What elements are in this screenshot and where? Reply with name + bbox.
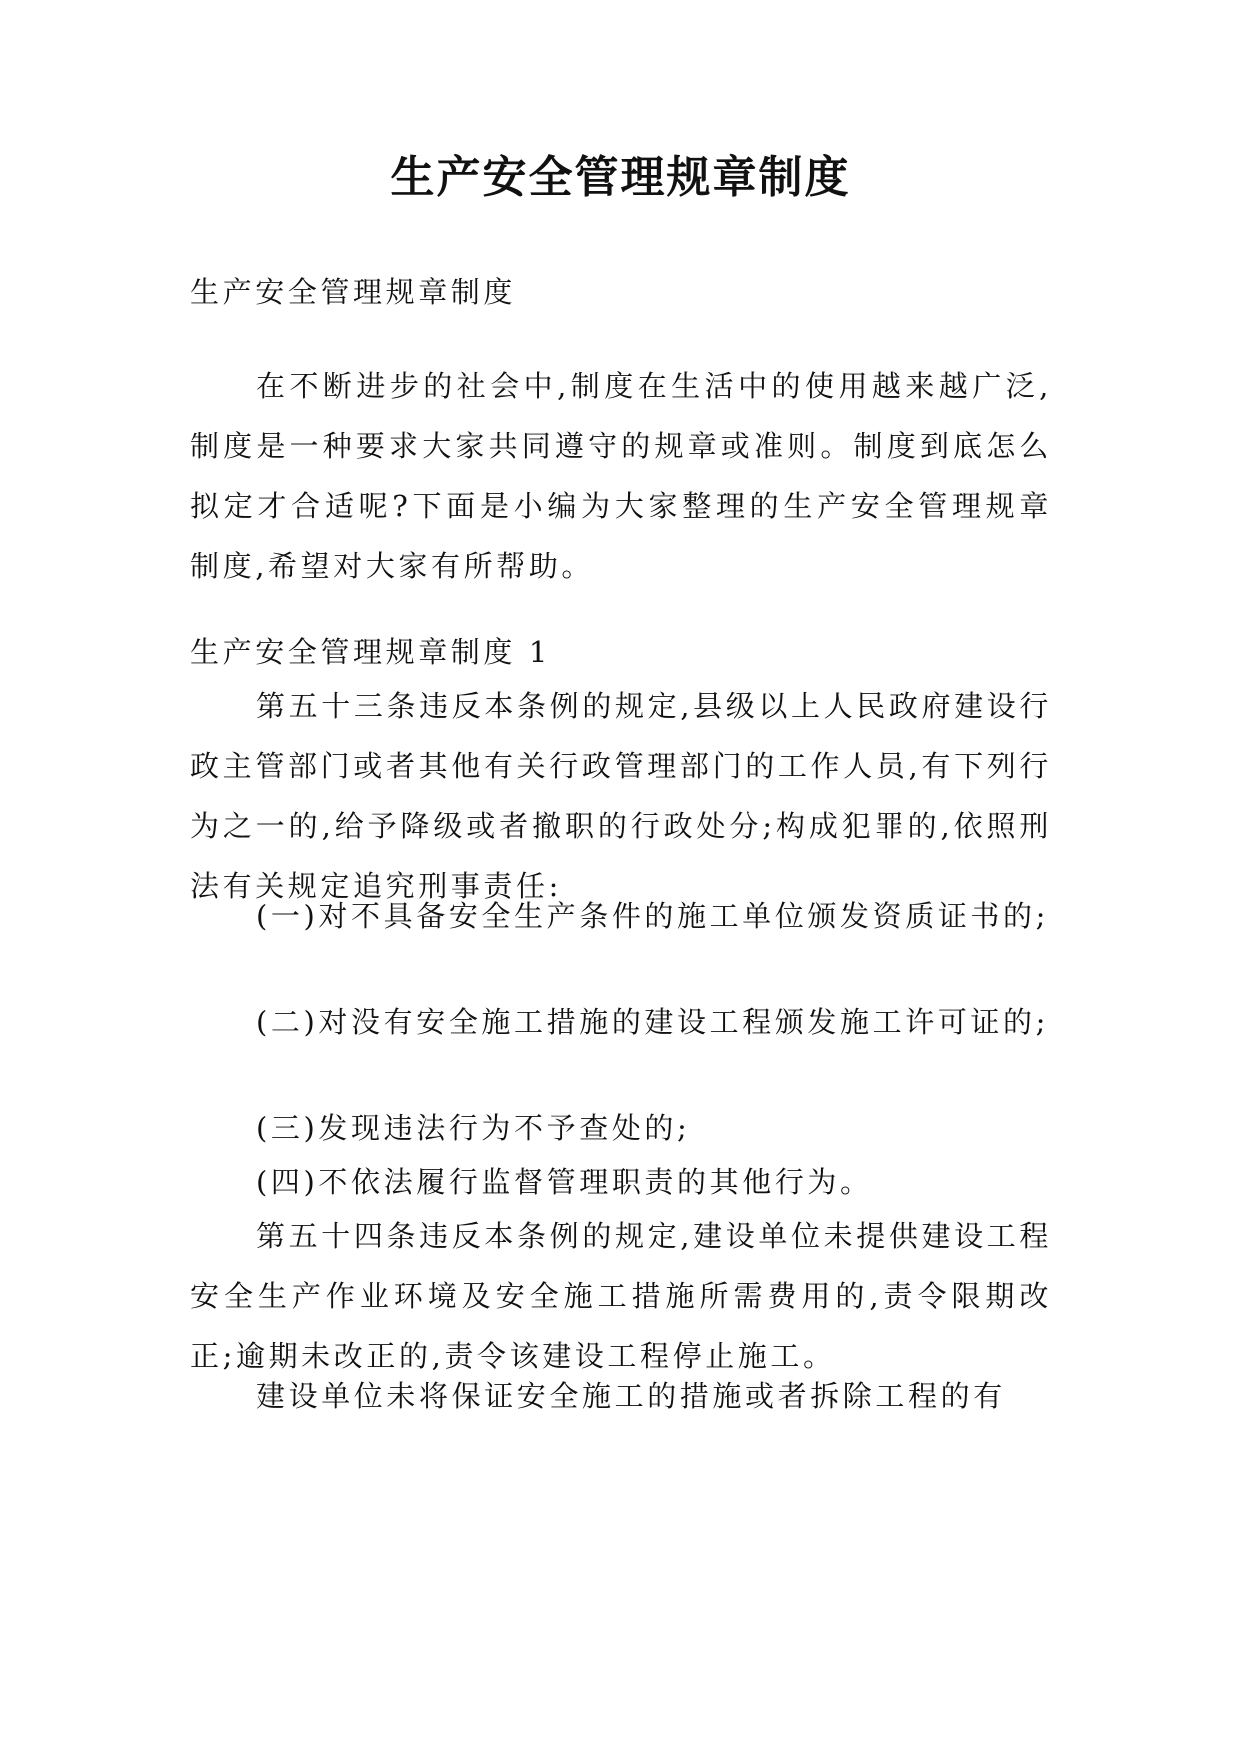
- article-53-paragraph: 第五十三条违反本条例的规定,县级以上人民政府建设行政主管部门或者其他有关行政管理部门的工作人员,有下列行为之一的,给予降级或者撤职的行政处分;构成犯罪的,依照刑法有关规定追究刑事责任:: [190, 689, 1052, 903]
- intro-paragraph: 在不断进步的社会中,制度在生活中的使用越来越广泛,制度是一种要求大家共同遵守的规章或准则。制度到底怎么拟定才合适呢?下面是小编为大家整理的生产安全管理规章制度,希望对大家有所帮助。: [190, 369, 1052, 583]
- section-heading: 生产安全管理规章制度 1: [190, 635, 551, 669]
- document-subtitle: 生产安全管理规章制度: [190, 275, 517, 309]
- item-1-paragraph: (一)对不具备安全生产条件的施工单位颁发资质证书的;: [256, 899, 1049, 933]
- item-2-paragraph: (二)对没有安全施工措施的建设工程颁发施工许可证的;: [256, 1005, 1049, 1039]
- article-54-paragraph: 第五十四条违反本条例的规定,建设单位未提供建设工程安全生产作业环境及安全施工措施所需费用的,责令限期改正;逾期未改正的,责令该建设工程停止施工。: [190, 1219, 1052, 1373]
- item-4-paragraph: (四)不依法履行监督管理职责的其他行为。: [256, 1165, 873, 1199]
- document-title: 生产安全管理规章制度: [390, 152, 851, 203]
- item-3-paragraph: (三)发现违法行为不予查处的;: [256, 1111, 691, 1145]
- closing-paragraph: 建设单位未将保证安全施工的措施或者拆除工程的有: [256, 1379, 1006, 1413]
